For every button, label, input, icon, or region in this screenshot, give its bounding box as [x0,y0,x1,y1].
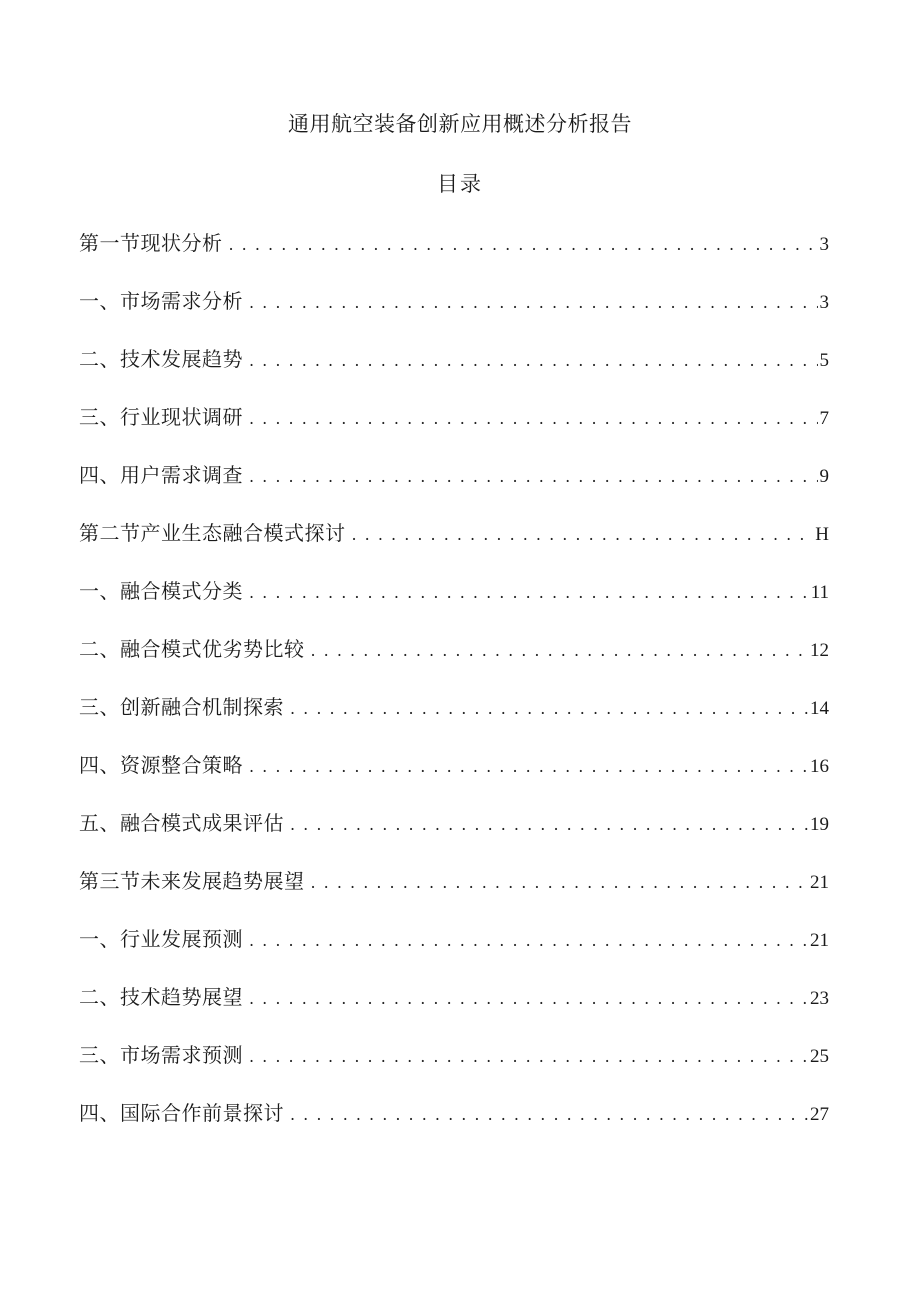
toc-entry-page: 3 [819,292,829,313]
toc-dot-leader [249,982,808,1016]
toc-dot-leader [249,1040,808,1074]
toc-entry-label: 五、融合模式成果评估 [79,811,284,835]
toc-dot-leader [249,344,818,378]
toc-entry-label: 二、技术趋势展望 [79,985,243,1009]
toc-entry[interactable] [79,806,829,864]
toc-entry[interactable] [79,980,829,1038]
toc-entry[interactable] [79,690,829,748]
toc-dot-leader [290,1098,808,1132]
toc-entry[interactable] [79,284,829,342]
toc-entry-label: 第三节未来发展趋势展望 [79,869,305,893]
toc-entry-page: 16 [810,756,829,777]
toc-dot-leader [249,460,818,494]
toc-entry[interactable] [79,516,829,574]
toc-entry-page: 23 [810,988,829,1009]
toc-entry-page: 12 [810,640,829,661]
toc-entry[interactable] [79,632,829,690]
toc-dot-leader [249,286,818,320]
toc-entry-label: 四、国际合作前景探讨 [79,1101,284,1125]
toc-heading: 目录 [437,172,483,196]
toc-dot-leader [249,750,808,784]
toc-entry-page: 19 [810,814,829,835]
toc-entry-page: 27 [810,1104,829,1125]
toc-entry-page: 11 [810,582,829,603]
toc-entry[interactable] [79,864,829,922]
toc-entry-label: 三、行业现状调研 [79,405,243,429]
toc-entry-page: 25 [810,1046,829,1067]
toc-dot-leader [249,576,809,610]
toc-entry-label: 一、市场需求分析 [79,289,243,313]
toc-dot-leader [229,228,818,262]
toc-entry-page: 7 [819,408,829,429]
toc-entry-page: 21 [810,872,829,893]
toc-entry-label: 三、市场需求预测 [79,1043,243,1067]
toc-entry[interactable] [79,748,829,806]
table-of-contents [79,226,829,1154]
toc-entry-page: 9 [819,466,829,487]
toc-dot-leader [290,808,808,842]
toc-entry[interactable] [79,922,829,980]
toc-entry[interactable] [79,458,829,516]
toc-entry-label: 第二节产业生态融合模式探讨 [79,521,346,545]
toc-entry-label: 三、创新融合机制探索 [79,695,284,719]
toc-entry[interactable] [79,226,829,284]
toc-entry-label: 二、融合模式优劣势比较 [79,637,305,661]
toc-entry[interactable] [79,342,829,400]
toc-entry-label: 一、融合模式分类 [79,579,243,603]
toc-entry[interactable] [79,400,829,458]
toc-entry-page: H [815,524,829,545]
toc-dot-leader [249,924,808,958]
toc-entry-page: 14 [810,698,829,719]
toc-dot-leader [249,402,818,436]
toc-entry-label: 一、行业发展预测 [79,927,243,951]
toc-entry[interactable] [79,1096,829,1154]
toc-entry-label: 四、用户需求调查 [79,463,243,487]
toc-entry-label: 四、资源整合策略 [79,753,243,777]
toc-entry-label: 二、技术发展趋势 [79,347,243,371]
document-title: 通用航空装备创新应用概述分析报告 [288,112,632,136]
toc-dot-leader [290,692,808,726]
toc-dot-leader [352,518,814,552]
toc-entry-page: 3 [819,234,829,255]
toc-dot-leader [311,634,809,668]
toc-entry-label: 第一节现状分析 [79,231,223,255]
toc-entry[interactable] [79,1038,829,1096]
toc-entry-page: 21 [810,930,829,951]
toc-entry[interactable] [79,574,829,632]
toc-entry-page: 5 [819,350,829,371]
toc-dot-leader [311,866,809,900]
